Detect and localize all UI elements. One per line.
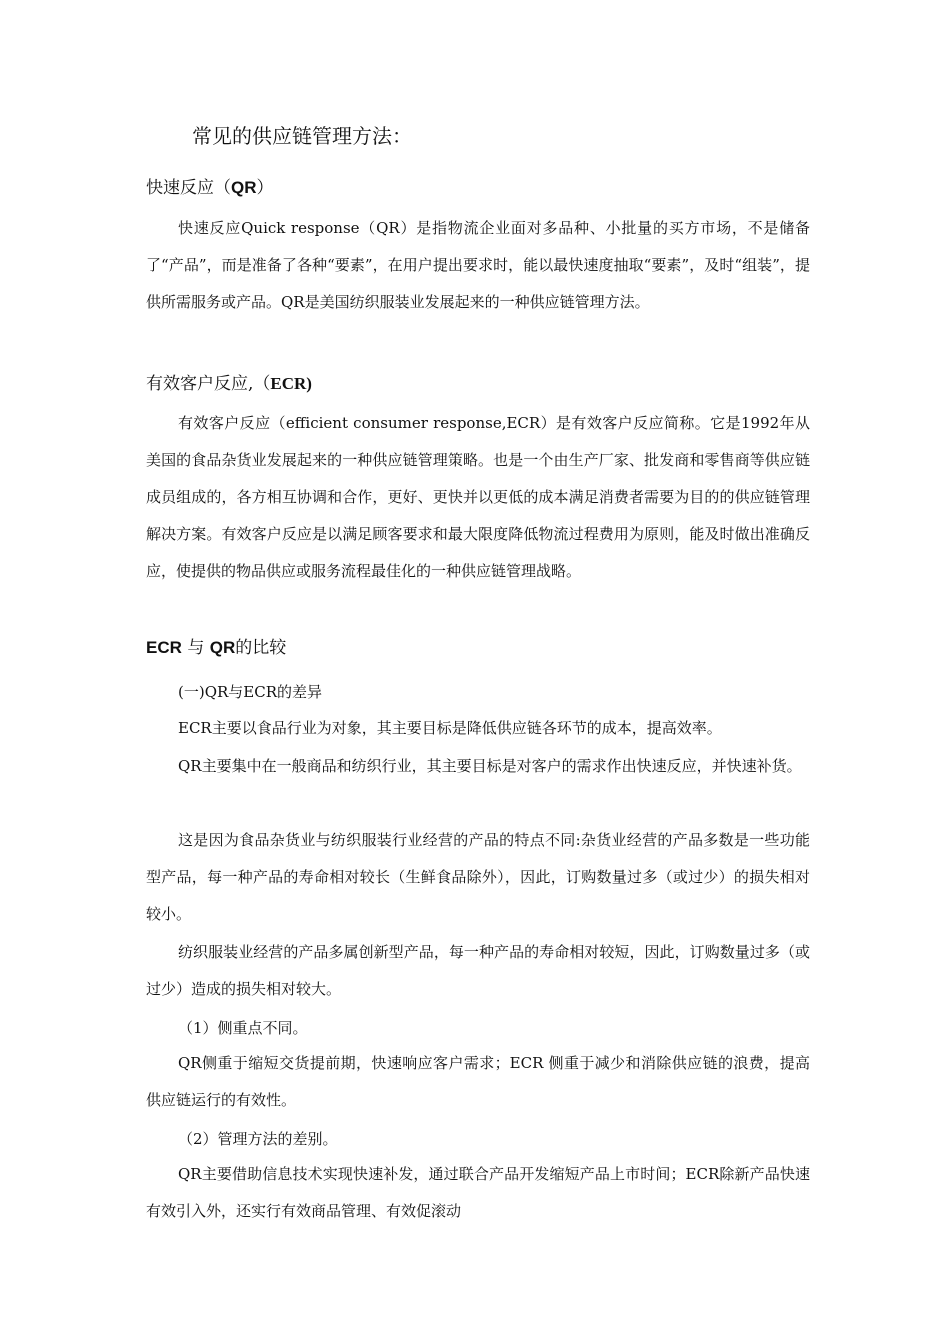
qr-heading — [146, 176, 274, 200]
qr-paragraph: 快速反应Quick response（QR）是指物流企业面对多品种、小批量的买方市场，不是储备了“产品”，而是准备了各种“要素”，在用户提出要求时，能以最快速度抽取“要素”，及时“组装”，提供所需服务或产品。QR是美国纺织服装业发展起来的一种供应链管理方法。 — [146, 219, 810, 311]
ecr-paragraph: 有效客户反应（efficient consumer response,ECR）是有效客户反应简称。它是1992年从美国的食品杂货业发展起来的一种供应链管理策略。也是一个由生产厂家、批发商和零售商等供应链成员组成的，各方相互协调和合作，更好、更快并以更低的成本满足消费者需要为目的的供应链管理解决方案。有效客户反应是以满足顾客要求和最大限度降低物流过程费用为原则，能及时做出准确反应，使提供的物品供应或服务流程最佳化的一种供应链管理战略。 — [146, 414, 810, 580]
qr-focus-text: QR主要集中在一般商品和纺织行业，其主要目标是对客户的需求作出快速反应，并快速补货。 — [178, 757, 802, 775]
compare-heading — [146, 636, 286, 660]
ecr-heading-prefix: 有效客户反应,（ — [146, 374, 271, 394]
qr-heading-bold: QR — [231, 178, 257, 197]
ecr-heading-bold: ECR) — [270, 374, 312, 393]
compare-heading-with: 与 — [187, 638, 205, 658]
reason-paragraph: 这是因为食品杂货业与纺织服装行业经营的产品的特点不同:杂货业经营的产品多数是一些功能型产品，每一种产品的寿命相对较长（生鲜食品除外），因此，订购数量过多（或过少）的损失相对较小。 — [146, 831, 810, 923]
compare-heading-suffix: 的比较 — [235, 638, 287, 658]
point1-text: QR侧重于缩短交货提前期，快速响应客户需求；ECR 侧重于减少和消除供应链的浪费，提高供应链运行的有效性。 — [146, 1054, 810, 1109]
document-title: 常见的供应链管理方法： — [192, 124, 412, 148]
difference-title: (一)QR与ECR的差异 — [178, 683, 323, 701]
ecr-focus-text: ECR主要以食品行业为对象，其主要目标是降低供应链各环节的成本，提高效率。 — [178, 719, 722, 737]
compare-heading-qr: QR — [209, 638, 236, 657]
qr-heading-prefix: 快速反应（ — [146, 178, 231, 198]
qr-heading-suffix: ） — [256, 178, 274, 198]
textile-paragraph: 纺织服装业经营的产品多属创新型产品，每一种产品的寿命相对较短，因此，订购数量过多（或过少）造成的损失相对较大。 — [146, 943, 810, 998]
point1-title: （1）侧重点不同。 — [178, 1019, 308, 1037]
point2-text: QR主要借助信息技术实现快速补发，通过联合产品开发缩短产品上市时间；ECR除新产品快速有效引入外，还实行有效商品管理、有效促滚动 — [146, 1165, 810, 1220]
compare-heading-ecr: ECR — [146, 638, 182, 657]
ecr-heading — [146, 372, 312, 396]
point2-title: （2）管理方法的差别。 — [178, 1130, 338, 1148]
